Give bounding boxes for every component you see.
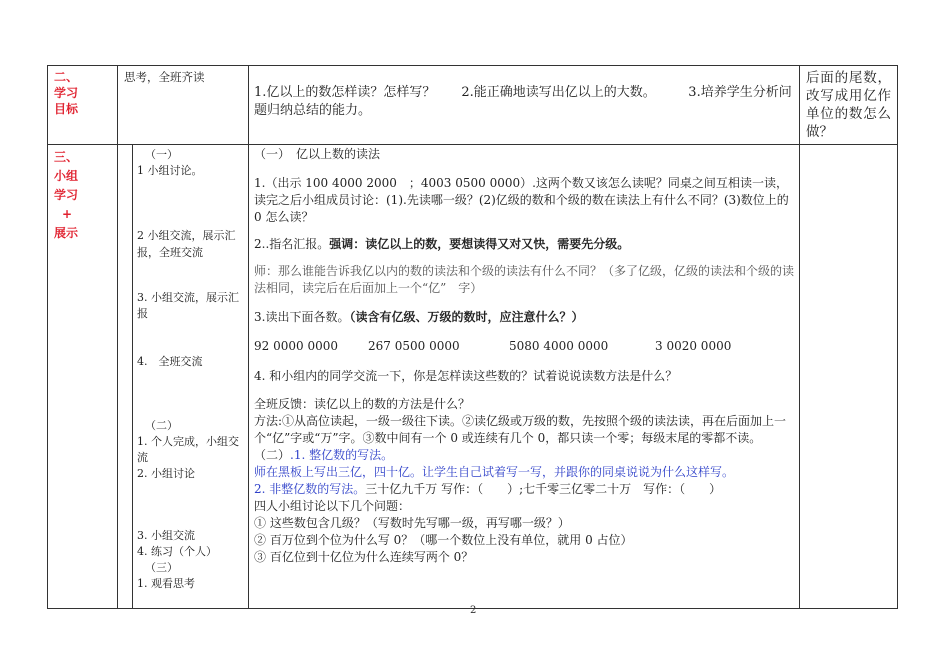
- content-para-3: 师：那么谁能告诉我亿以内的数的读法和个级的读法有什么不同？（多了亿级，亿级的读法和个级的读法相同，读完后在后面加上一个“亿” 字）: [254, 264, 795, 295]
- content-para-4a: 3.读出下面各数。: [254, 310, 350, 324]
- step-heading-2: （二）: [145, 419, 178, 432]
- content-para-8: 师在黑板上写出三亿，四十亿。让学生自己试着写一写，并跟你的同桌说说为什么这样写。: [254, 465, 735, 479]
- step-practice: 4. 练习（个人）: [137, 545, 217, 558]
- section-group-line3: 学习: [54, 188, 79, 202]
- section-group-line4: +: [62, 207, 73, 221]
- section-goals-cell: [48, 66, 118, 145]
- section-group-line5: 展示: [54, 226, 79, 240]
- content-para-9b: 三十亿九千万 写作：（ ）;七千零三亿零二十万 写作：（ ）: [365, 482, 722, 496]
- goals-activity-cell: [118, 66, 249, 145]
- content-para-10: 四人小组讨论以下几个问题：: [254, 499, 411, 513]
- blank-narrow-cell: [118, 145, 133, 609]
- content-para-9a: 2. 非整亿数的写法。: [254, 482, 366, 496]
- content-emphasis-1: 强调：读亿以上的数，要想读得又对又快，需要先分级。: [329, 237, 630, 251]
- step-exchange: 3. 小组交流，展示汇报: [137, 291, 239, 320]
- step-heading-3: （三）: [145, 561, 178, 574]
- section-group-cell: [48, 145, 118, 609]
- content-heading-2-title: .1. 整亿数的写法。: [290, 448, 394, 462]
- content-para-1: 1.（出示 100 4000 2000 ；4003 0500 0000）.这两个数又该怎么读呢？同桌之间互相读一读，读完之后小组成员讨论：(1).先读哪一级？(2)亿级的数和个级的数在读法上有什么不同？(3)数位上的 0 怎么读？: [254, 176, 789, 224]
- content-question-2: ② 百万位到个位为什么写 0？（哪一个数位上没有单位，就用 0 占位）: [254, 533, 633, 547]
- content-heading-1: （一） 亿以上数的读法: [254, 147, 381, 161]
- step-exchange-3: 3. 小组交流: [137, 529, 195, 542]
- goals-activity-text: 思考，全班齐读: [124, 70, 205, 84]
- step-heading-1: （一）: [145, 148, 178, 161]
- step-class-exchange: 4. 全班交流: [137, 355, 203, 368]
- lesson-content-cell: [249, 145, 800, 609]
- step-discuss-2: 2. 小组讨论: [137, 467, 195, 480]
- content-question-3: ③ 百亿位到十亿位为什么连续写两个 0？: [254, 550, 474, 564]
- number-3: 5080 4000 0000: [509, 339, 609, 353]
- learning-goals-row: [48, 66, 898, 145]
- goals-content-cell: [249, 66, 800, 145]
- goals-text: 1.亿以上的数怎样读？怎样写？ 2.能正确地读写出亿以上的大数。 3.培养学生分析问题归纳总结的能力。: [254, 85, 792, 118]
- section-group-line2: 小组: [54, 169, 79, 183]
- numbers-row: [254, 338, 794, 355]
- content-heading-2: （二）: [254, 448, 291, 462]
- content-emphasis-2: （读含有亿级、万级的数时，应注意什么？）: [349, 310, 584, 324]
- steps-cell: [133, 145, 249, 609]
- content-para-5: 4. 和小组内的同学交流一下，你是怎样读这些数的？试着说说读数方法是什么？: [254, 369, 678, 383]
- section-goals-line2: 学习: [54, 86, 79, 100]
- number-1: 92 0000 0000: [254, 339, 338, 353]
- section-group-line1: 三、: [54, 150, 79, 164]
- right-note-text: 后面的尾数，改写成用亿作单位的数怎么做？: [806, 70, 891, 140]
- page-number: 2: [470, 605, 477, 616]
- step-watch: 1. 观看思考: [137, 577, 195, 590]
- section-goals-line1: 二、: [54, 70, 79, 84]
- right-note-cell: [800, 66, 898, 145]
- step-group-discuss: 1 小组讨论。: [137, 164, 203, 177]
- group-study-row: [48, 145, 898, 609]
- content-question-1: ① 这些数包含几级？（写数时先写哪一级，再写哪一级？）: [254, 516, 570, 530]
- step-report: 2 小组交流，展示汇报，全班交流: [137, 229, 236, 259]
- section-goals-line3: 目标: [54, 102, 79, 116]
- content-para-6: 全班反馈：读亿以上的数的方法是什么？: [254, 397, 471, 411]
- step-individual: 1. 个人完成，小组交流: [137, 435, 239, 464]
- number-4: 3 0020 0000: [655, 339, 732, 353]
- content-para-2a: 2..指名汇报。: [254, 237, 330, 251]
- lesson-plan-table: [47, 65, 898, 609]
- number-2: 267 0500 0000: [368, 339, 460, 353]
- right-blank-cell: [800, 145, 898, 609]
- content-para-7: 方法:①从高位读起，一级一级往下读。②读亿级或万级的数，先按照个级的读法读，再在后面加上一个“亿”字或“万”字。③数中间有一个 0 或连续有几个 0，都只读一个零；每级末尾的零都不读。: [254, 414, 787, 445]
